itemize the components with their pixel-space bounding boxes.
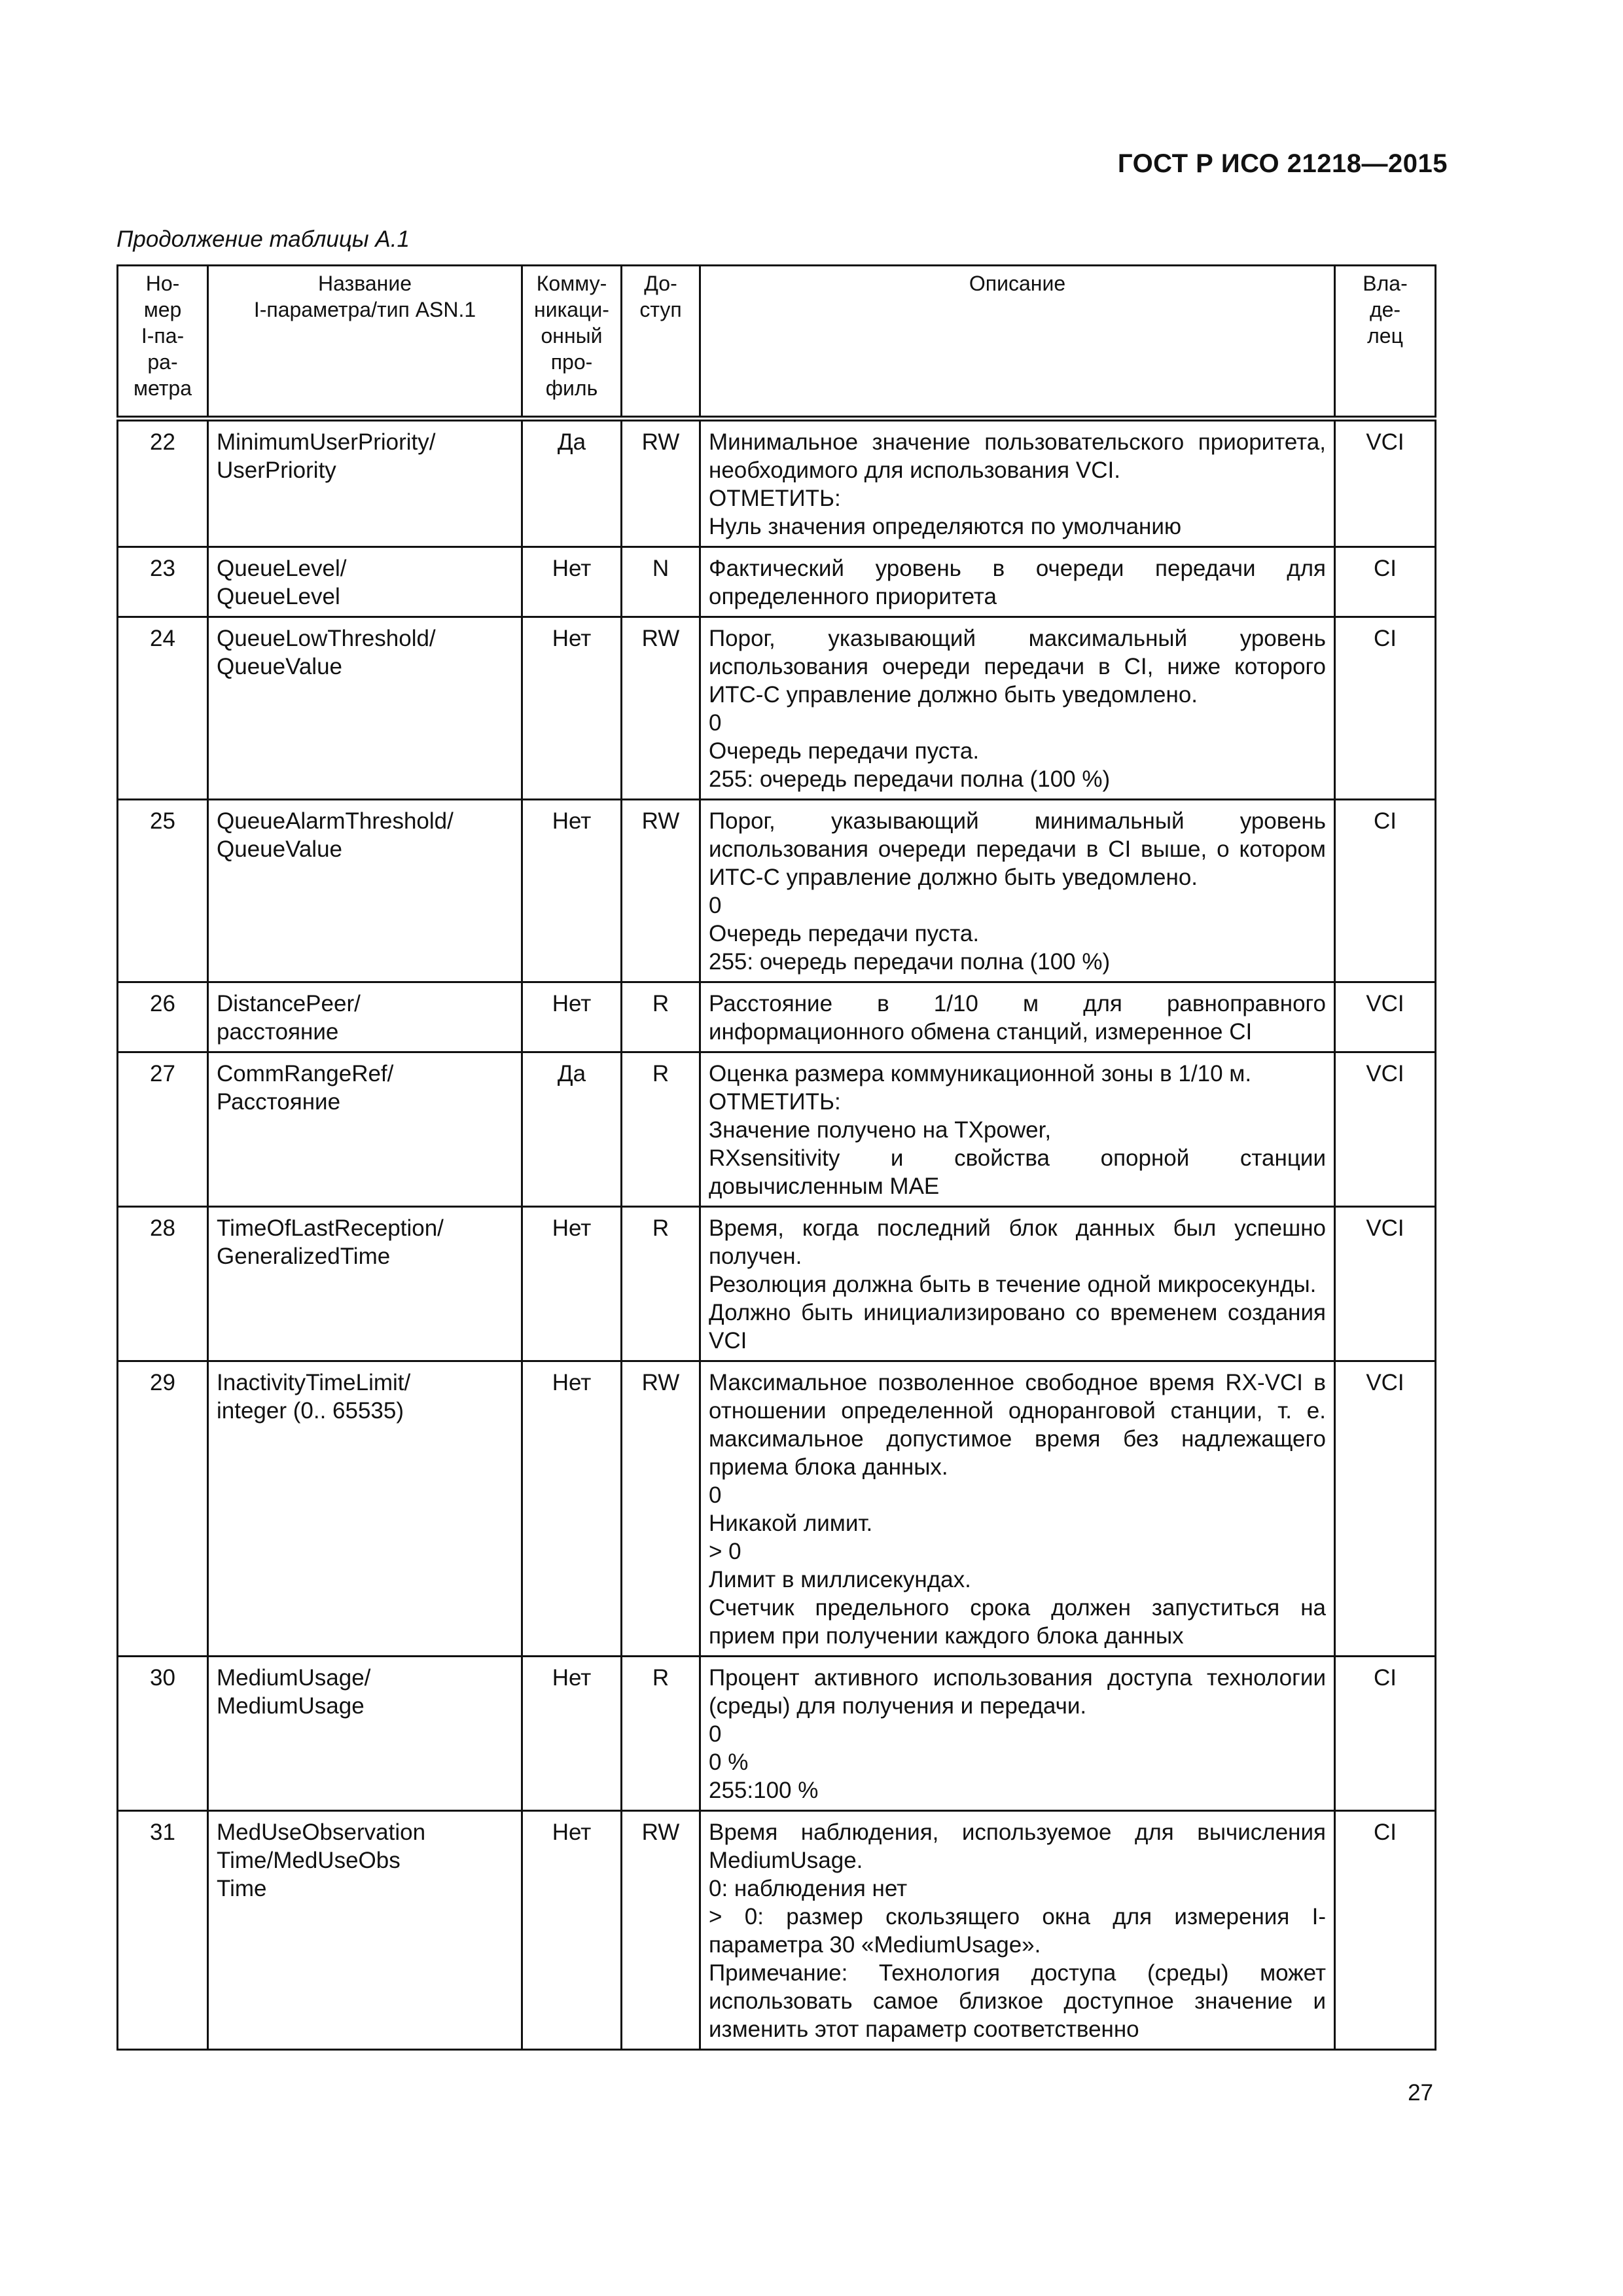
table-row: [118, 419, 1436, 547]
param-owner: VCI: [1335, 1207, 1436, 1361]
param-access: R: [622, 1052, 700, 1207]
param-description: Максимальное позволенное свободное время RX-VCI в отношении определенной одноранговой станции, т. е. максимальное допустимое время без надлежащего приема блока данных. 0 Никакой лимит. > 0 Лимит в миллисекундах. Счетчик предельного срока должен запуститься на прием при получении каждого блока данных: [700, 1361, 1335, 1657]
param-owner: VCI: [1335, 1052, 1436, 1207]
param-profile: Да: [522, 1052, 622, 1207]
column-header-number: Но- мер I-па- ра- метра: [118, 266, 208, 419]
param-owner: CI: [1335, 617, 1436, 800]
param-access: R: [622, 982, 700, 1052]
table-row: [118, 1207, 1436, 1361]
table-row: [118, 1361, 1436, 1657]
param-description: Фактический уровень в очереди передачи для определенного приоритета: [700, 547, 1335, 617]
table-caption: Продолжение таблицы А.1: [116, 226, 410, 252]
column-header-description: Описание: [700, 266, 1335, 419]
table-row: [118, 800, 1436, 982]
param-profile: Нет: [522, 617, 622, 800]
column-header-name: Название I-параметра/тип ASN.1: [208, 266, 522, 419]
param-access: RW: [622, 800, 700, 982]
param-description: Минимальное значение пользовательского приоритета, необходимого для использования VCI. ОТМЕТИТЬ: Нуль значения определяются по умолчанию: [700, 419, 1335, 547]
param-name: QueueLevel/ QueueLevel: [208, 547, 522, 617]
param-name: MediumUsage/ MediumUsage: [208, 1657, 522, 1811]
param-owner: CI: [1335, 547, 1436, 617]
page-number: 27: [1408, 2080, 1433, 2106]
table-row: [118, 547, 1436, 617]
param-description: Время наблюдения, используемое для вычисления MediumUsage. 0: наблюдения нет > 0: размер скользящего окна для измерения I-параметра 30 «MediumUsage». Примечание: Технология доступа (среды) может использовать самое близкое доступное значение и изменить этот параметр соответственно: [700, 1811, 1335, 2050]
column-header-access: До- ступ: [622, 266, 700, 419]
table-row: [118, 1657, 1436, 1811]
param-number: 29: [118, 1361, 208, 1657]
param-profile: Да: [522, 419, 622, 547]
param-name: TimeOfLastReception/ GeneralizedTime: [208, 1207, 522, 1361]
param-owner: VCI: [1335, 419, 1436, 547]
param-owner: VCI: [1335, 982, 1436, 1052]
param-profile: Нет: [522, 1811, 622, 2050]
param-description: Расстояние в 1/10 м для равноправного информационного обмена станций, измеренное CI: [700, 982, 1335, 1052]
param-name: DistancePeer/ расстояние: [208, 982, 522, 1052]
param-number: 31: [118, 1811, 208, 2050]
param-number: 26: [118, 982, 208, 1052]
param-name: MedUseObservation Time/MedUseObs Time: [208, 1811, 522, 2050]
param-name: QueueAlarmThreshold/ QueueValue: [208, 800, 522, 982]
param-number: 25: [118, 800, 208, 982]
param-number: 22: [118, 419, 208, 547]
document-standard-header: ГОСТ Р ИСО 21218—2015: [1117, 149, 1448, 178]
param-profile: Нет: [522, 1657, 622, 1811]
table-row: [118, 1811, 1436, 2050]
param-access: RW: [622, 617, 700, 800]
param-owner: CI: [1335, 800, 1436, 982]
param-name: CommRangeRef/ Расстояние: [208, 1052, 522, 1207]
table-row: [118, 982, 1436, 1052]
param-number: 23: [118, 547, 208, 617]
param-number: 28: [118, 1207, 208, 1361]
column-header-owner: Вла- де- лец: [1335, 266, 1436, 419]
param-name: InactivityTimeLimit/ integer (0.. 65535): [208, 1361, 522, 1657]
column-header-profile: Комму- никаци- онный про- филь: [522, 266, 622, 419]
param-access: N: [622, 547, 700, 617]
param-access: R: [622, 1207, 700, 1361]
param-description: Оценка размера коммуникационной зоны в 1/10 м. ОТМЕТИТЬ: Значение получено на TXpower, RXsensitivity и свойства опорной станции довычисленным МАЕ: [700, 1052, 1335, 1207]
table-row: [118, 617, 1436, 800]
param-profile: Нет: [522, 1207, 622, 1361]
param-access: RW: [622, 419, 700, 547]
param-number: 30: [118, 1657, 208, 1811]
param-name: QueueLowThreshold/ QueueValue: [208, 617, 522, 800]
param-owner: CI: [1335, 1811, 1436, 2050]
param-owner: CI: [1335, 1657, 1436, 1811]
param-access: RW: [622, 1361, 700, 1657]
param-access: R: [622, 1657, 700, 1811]
param-description: Время, когда последний блок данных был успешно получен. Резолюция должна быть в течение одной микросекунды. Должно быть инициализировано со временем создания VCI: [700, 1207, 1335, 1361]
param-access: RW: [622, 1811, 700, 2050]
table-header-row: [118, 266, 1436, 419]
param-description: Порог, указывающий максимальный уровень использования очереди передачи в CI, ниже которого ИТС-С управление должно быть уведомлено. 0 Очередь передачи пуста. 255: очередь передачи полна (100 %): [700, 617, 1335, 800]
param-profile: Нет: [522, 982, 622, 1052]
param-profile: Нет: [522, 1361, 622, 1657]
param-profile: Нет: [522, 547, 622, 617]
param-description: Порог, указывающий минимальный уровень использования очереди передачи в CI выше, о котором ИТС-С управление должно быть уведомлено. 0 Очередь передачи пуста. 255: очередь передачи полна (100 %): [700, 800, 1335, 982]
param-owner: VCI: [1335, 1361, 1436, 1657]
param-description: Процент активного использования доступа технологии (среды) для получения и передачи. 0 0 % 255:100 %: [700, 1657, 1335, 1811]
param-name: MinimumUserPriority/ UserPriority: [208, 419, 522, 547]
param-profile: Нет: [522, 800, 622, 982]
parameter-table: [116, 264, 1436, 2051]
param-number: 24: [118, 617, 208, 800]
param-number: 27: [118, 1052, 208, 1207]
table-row: [118, 1052, 1436, 1207]
